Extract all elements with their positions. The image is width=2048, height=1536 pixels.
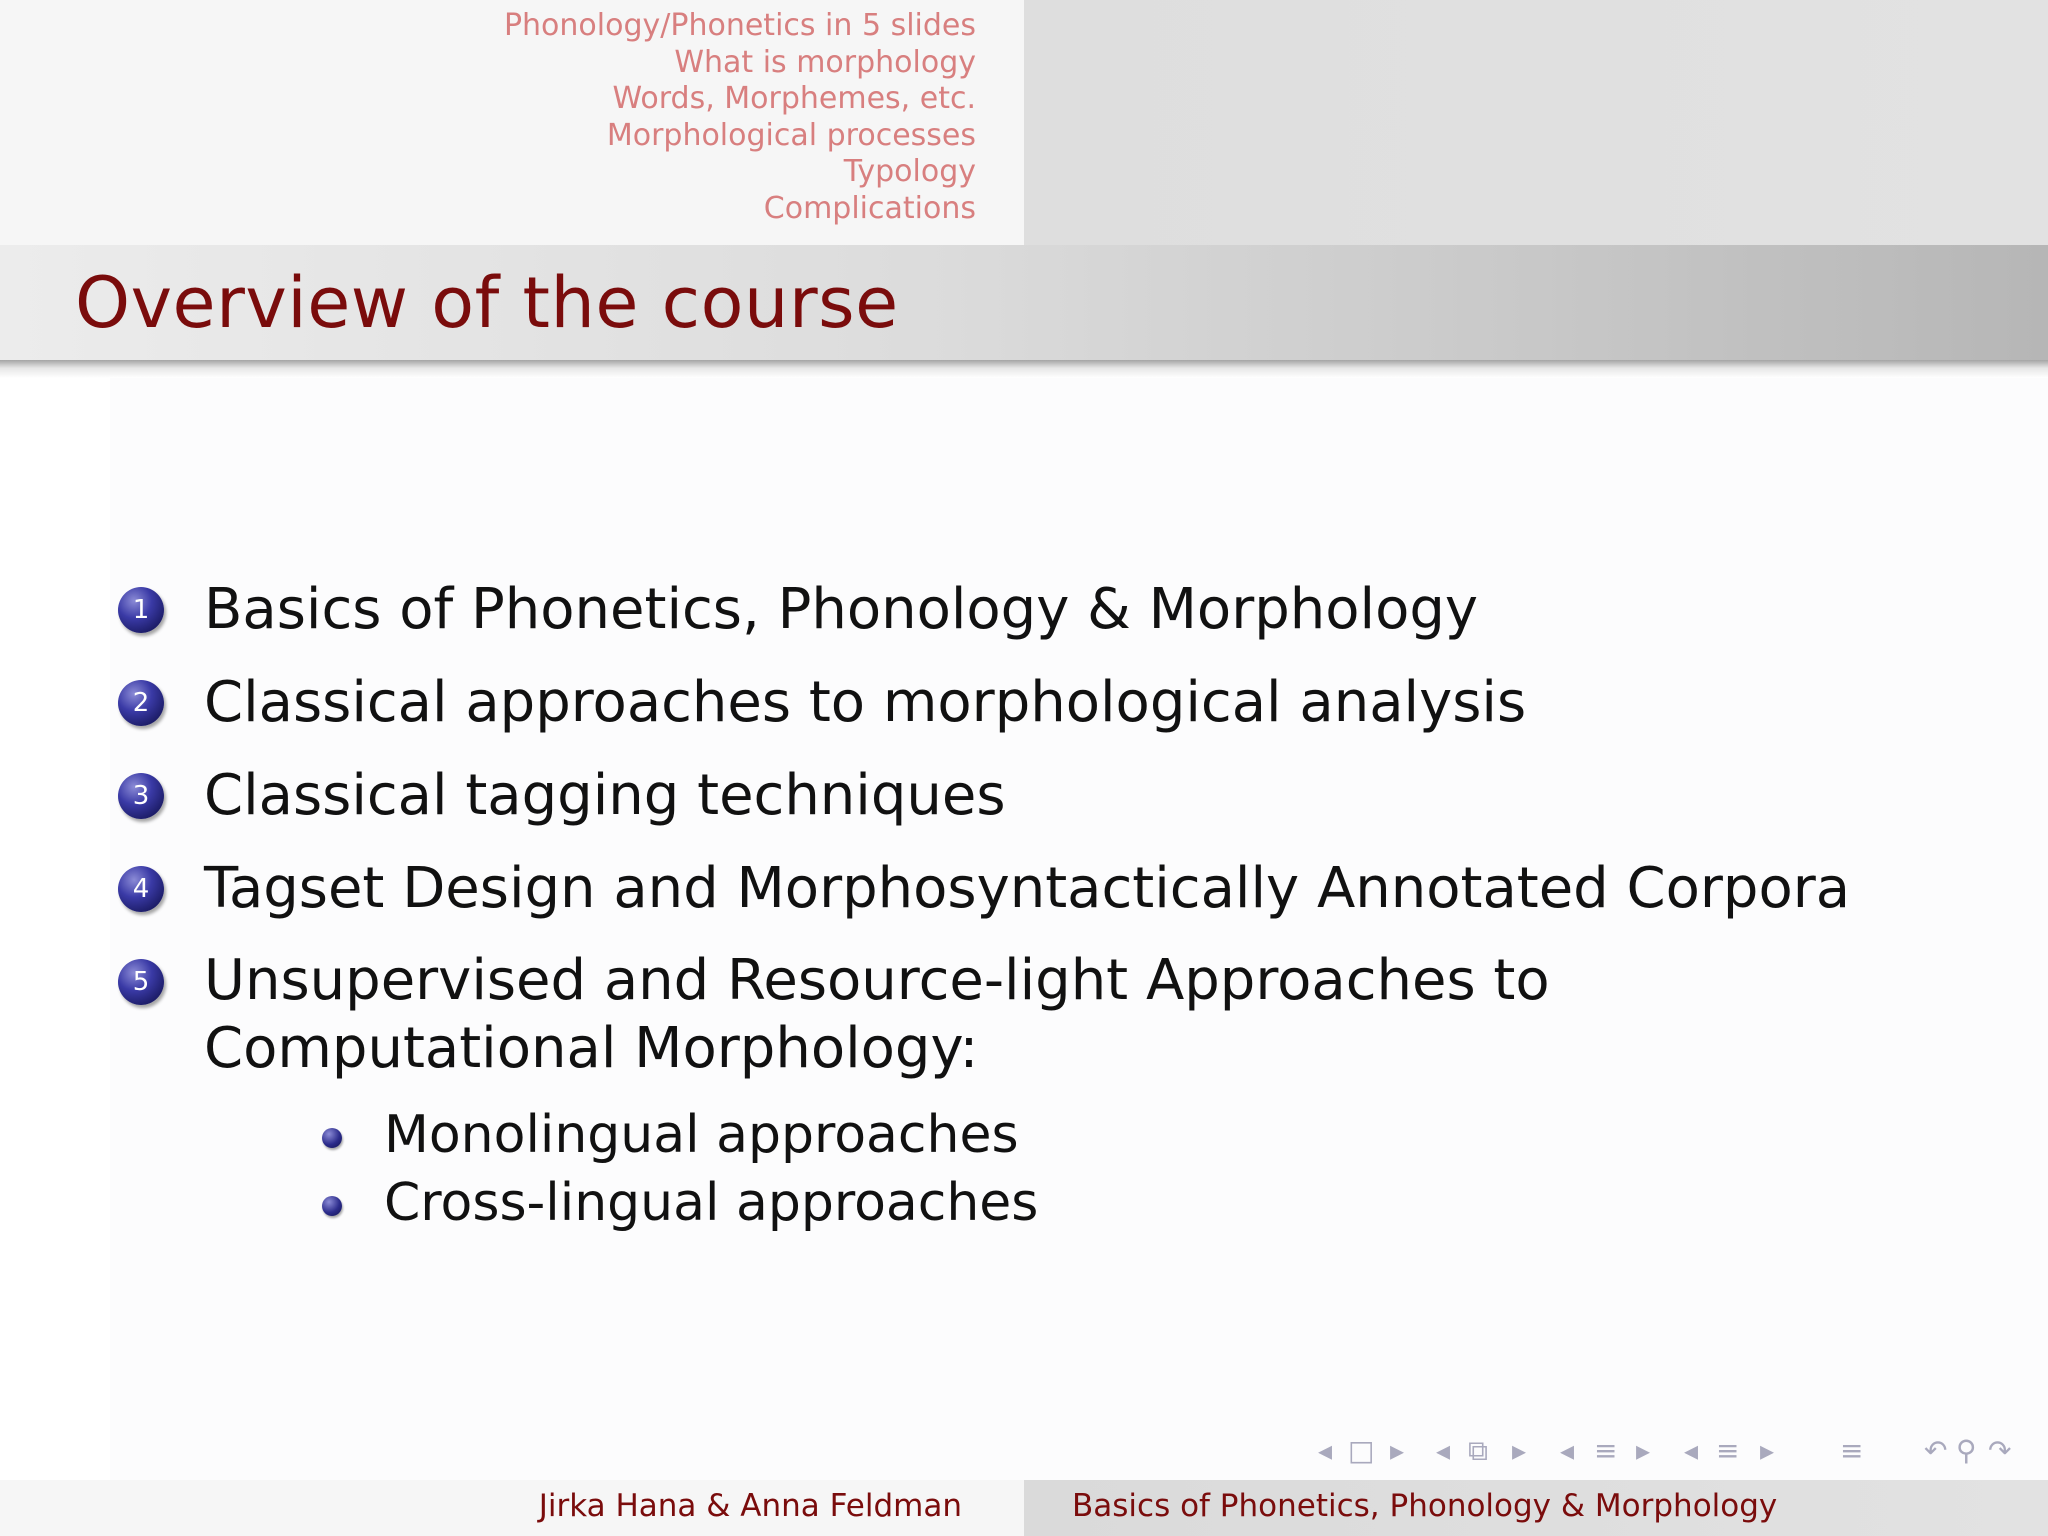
next-frame-icon[interactable]: ▸	[1390, 1434, 1405, 1467]
enum-number-ball: 3	[118, 773, 164, 819]
bullet-icon	[322, 1128, 342, 1148]
bullet-icon	[322, 1196, 342, 1216]
section-icon[interactable]: ≡	[1594, 1434, 1618, 1467]
list-item	[118, 668, 1918, 738]
title-bar-shadow	[0, 360, 2048, 378]
enum-number-ball: 2	[118, 680, 164, 726]
prev-slide-icon[interactable]: ◂	[1684, 1434, 1699, 1467]
footer-left	[0, 1480, 1024, 1536]
subsection-icon[interactable]: ⧉	[1468, 1434, 1488, 1467]
enum-number-ball: 4	[118, 866, 164, 912]
sub-list-item-text: Monolingual approaches	[384, 1105, 1019, 1165]
header-nav-right	[1024, 0, 2048, 245]
list-item-text: Basics of Phonetics, Phonology & Morphology	[204, 577, 1479, 642]
nav-section-words-morphemes[interactable]: Words, Morphemes, etc.	[612, 81, 976, 117]
frame-icon[interactable]: □	[1348, 1434, 1375, 1467]
list-item	[118, 575, 1918, 645]
sub-list-item	[204, 1101, 1904, 1169]
forward-icon[interactable]: ↷	[1988, 1434, 2012, 1467]
course-overview-list	[118, 575, 1918, 1260]
list-item-text: Classical approaches to morphological analysis	[204, 670, 1527, 735]
sub-list	[204, 1101, 1904, 1237]
list-item	[118, 854, 1918, 924]
presentation-icon[interactable]: ≡	[1716, 1434, 1740, 1467]
nav-section-morphological-processes[interactable]: Morphological processes	[606, 117, 976, 153]
back-icon[interactable]: ↶	[1924, 1434, 1948, 1467]
prev-section-icon[interactable]: ◂	[1560, 1434, 1575, 1467]
next-section-icon[interactable]: ▸	[1636, 1434, 1651, 1467]
list-item	[118, 761, 1918, 831]
list-item-text: Classical tagging techniques	[204, 763, 1006, 828]
header-nav-left	[0, 0, 1024, 245]
prev-frame-icon[interactable]: ◂	[1318, 1434, 1333, 1467]
next-subsection-icon[interactable]: ▸	[1512, 1434, 1527, 1467]
footer-authors: Jirka Hana & Anna Feldman	[538, 1488, 962, 1524]
beamer-navigation-bar	[1312, 1434, 2032, 1468]
list-item	[118, 947, 1918, 1237]
slide-title: Overview of the course	[75, 262, 899, 344]
list-item-content	[204, 947, 1904, 1237]
section-navigation	[504, 8, 976, 228]
list-item-text: Unsupervised and Resource-light Approaches to Computational Morphology:	[204, 948, 1550, 1081]
search-icon[interactable]: ⚲	[1956, 1434, 1977, 1467]
next-slide-icon[interactable]: ▸	[1760, 1434, 1775, 1467]
nav-section-what-is-morphology[interactable]: What is morphology	[674, 44, 976, 80]
sub-list-item-text: Cross-lingual approaches	[384, 1173, 1039, 1233]
prev-subsection-icon[interactable]: ◂	[1436, 1434, 1451, 1467]
footer-right	[1024, 1480, 2048, 1536]
enum-number-ball: 1	[118, 587, 164, 633]
list-item-text: Tagset Design and Morphosyntactically Annotated Corpora	[204, 856, 1851, 921]
enum-number-ball: 5	[118, 959, 164, 1005]
nav-section-phonology[interactable]: Phonology/Phonetics in 5 slides	[503, 8, 976, 43]
toc-icon[interactable]: ≡	[1840, 1434, 1864, 1467]
nav-section-typology[interactable]: Typology	[843, 154, 976, 190]
sub-list-item	[204, 1169, 1904, 1237]
nav-section-complications[interactable]: Complications	[763, 190, 976, 226]
footer-presentation-title: Basics of Phonetics, Phonology & Morphology	[1072, 1488, 1778, 1524]
